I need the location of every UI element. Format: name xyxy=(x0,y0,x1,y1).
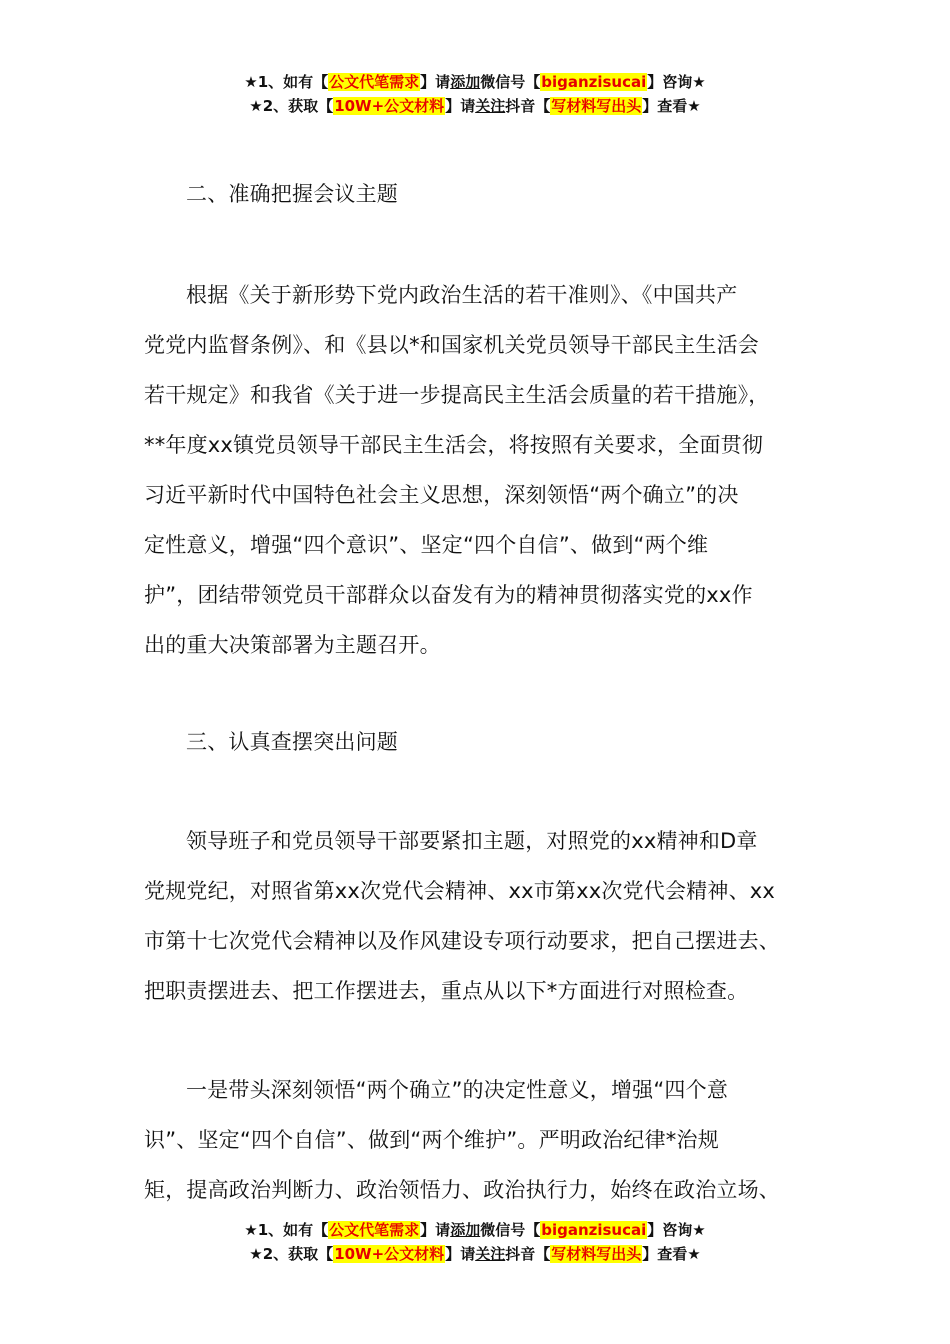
banner-text: 】查看★ xyxy=(642,1245,701,1263)
paragraph-line: 根据《关于新形势下党内政治生活的若干准则》、《中国共产 xyxy=(186,283,738,307)
top-banner xyxy=(0,70,950,118)
section-heading-2-block xyxy=(144,169,824,219)
banner-text: 】请 xyxy=(420,73,451,91)
banner-highlight-wechat-id: biganzisucai xyxy=(541,1221,647,1239)
paragraph-line: 若干规定》和我省《关于进一步提高民主生活会质量的若干措施》， xyxy=(144,383,770,407)
banner-highlight-service: 公文代笔需求 xyxy=(329,1221,420,1239)
bottom-banner xyxy=(0,1218,950,1266)
banner-line-2 xyxy=(0,1242,950,1266)
banner-highlight-materials: 10W+公文材料 xyxy=(334,97,445,115)
banner-text: 】查看★ xyxy=(642,97,701,115)
banner-text: ★1、如有【 xyxy=(244,1221,329,1239)
banner-text: 微信号【 xyxy=(480,1221,541,1239)
section-heading: 二、准确把握会议主题 xyxy=(186,182,398,206)
paragraph-line: 护”，团结带领党员干部群众以奋发有为的精神贯彻落实党的xx作 xyxy=(144,583,753,607)
banner-underlined-text: 关注 xyxy=(475,97,506,115)
banner-highlight-douyin-id: 写材料写出头 xyxy=(551,97,642,115)
banner-underlined-text: 添加 xyxy=(450,73,481,91)
banner-text: 抖音【 xyxy=(505,97,551,115)
banner-highlight-douyin-id: 写材料写出头 xyxy=(551,1245,642,1263)
banner-text: ★2、获取【 xyxy=(249,1245,334,1263)
paragraph-line: 市第十七次党代会精神以及作风建设专项行动要求，把自己摆进去、 xyxy=(144,929,780,953)
paragraph-line: 党规党纪，对照省第xx次党代会精神、xx市第xx次党代会精神、xx xyxy=(144,879,776,903)
banner-highlight-service: 公文代笔需求 xyxy=(329,73,420,91)
banner-text: 】咨询★ xyxy=(647,73,706,91)
paragraph-line: 矩，提高政治判断力、政治领悟力、政治执行力，始终在政治立场、 xyxy=(144,1178,780,1202)
paragraph-line: **年度xx镇党员领导干部民主生活会，将按照有关要求，全面贯彻 xyxy=(144,433,764,457)
banner-text: 微信号【 xyxy=(480,73,541,91)
paragraph-line: 党党内监督条例》、和《县以*和国家机关党员领导干部民主生活会 xyxy=(144,333,759,357)
banner-text: 抖音【 xyxy=(505,1245,551,1263)
section-heading: 三、认真查摆突出问题 xyxy=(186,730,398,754)
paragraph-line: 出的重大决策部署为主题召开。 xyxy=(144,633,441,657)
banner-text: ★1、如有【 xyxy=(244,73,329,91)
banner-highlight-wechat-id: biganzisucai xyxy=(541,73,647,91)
banner-text: 】请 xyxy=(420,1221,451,1239)
banner-line-2 xyxy=(0,94,950,118)
banner-text: 】请 xyxy=(445,97,476,115)
paragraph-meeting-theme xyxy=(144,270,824,670)
paragraph-item-one xyxy=(144,1065,824,1215)
banner-line-1 xyxy=(0,70,950,94)
banner-text: ★2、获取【 xyxy=(249,97,334,115)
paragraph-line: 把职责摆进去、把工作摆进去，重点从以下*方面进行对照检查。 xyxy=(144,979,749,1003)
banner-underlined-text: 添加 xyxy=(450,1221,481,1239)
paragraph-problems xyxy=(144,816,824,1016)
section-heading-3-block xyxy=(144,717,824,767)
paragraph-line: 定性意义，增强“四个意识”、坚定“四个自信”、做到“两个维 xyxy=(144,533,709,557)
banner-underlined-text: 关注 xyxy=(475,1245,506,1263)
paragraph-line: 一是带头深刻领悟“两个确立”的决定性意义，增强“四个意 xyxy=(186,1078,729,1102)
paragraph-line: 识”、坚定“四个自信”、做到“两个维护”。严明政治纪律*治规 xyxy=(144,1128,719,1152)
paragraph-line: 领导班子和党员领导干部要紧扣主题，对照党的xx精神和D章 xyxy=(186,829,758,853)
banner-text: 】咨询★ xyxy=(647,1221,706,1239)
banner-text: 】请 xyxy=(445,1245,476,1263)
banner-line-1 xyxy=(0,1218,950,1242)
banner-highlight-materials: 10W+公文材料 xyxy=(334,1245,445,1263)
paragraph-line: 习近平新时代中国特色社会主义思想，深刻领悟“两个确立”的决 xyxy=(144,483,739,507)
